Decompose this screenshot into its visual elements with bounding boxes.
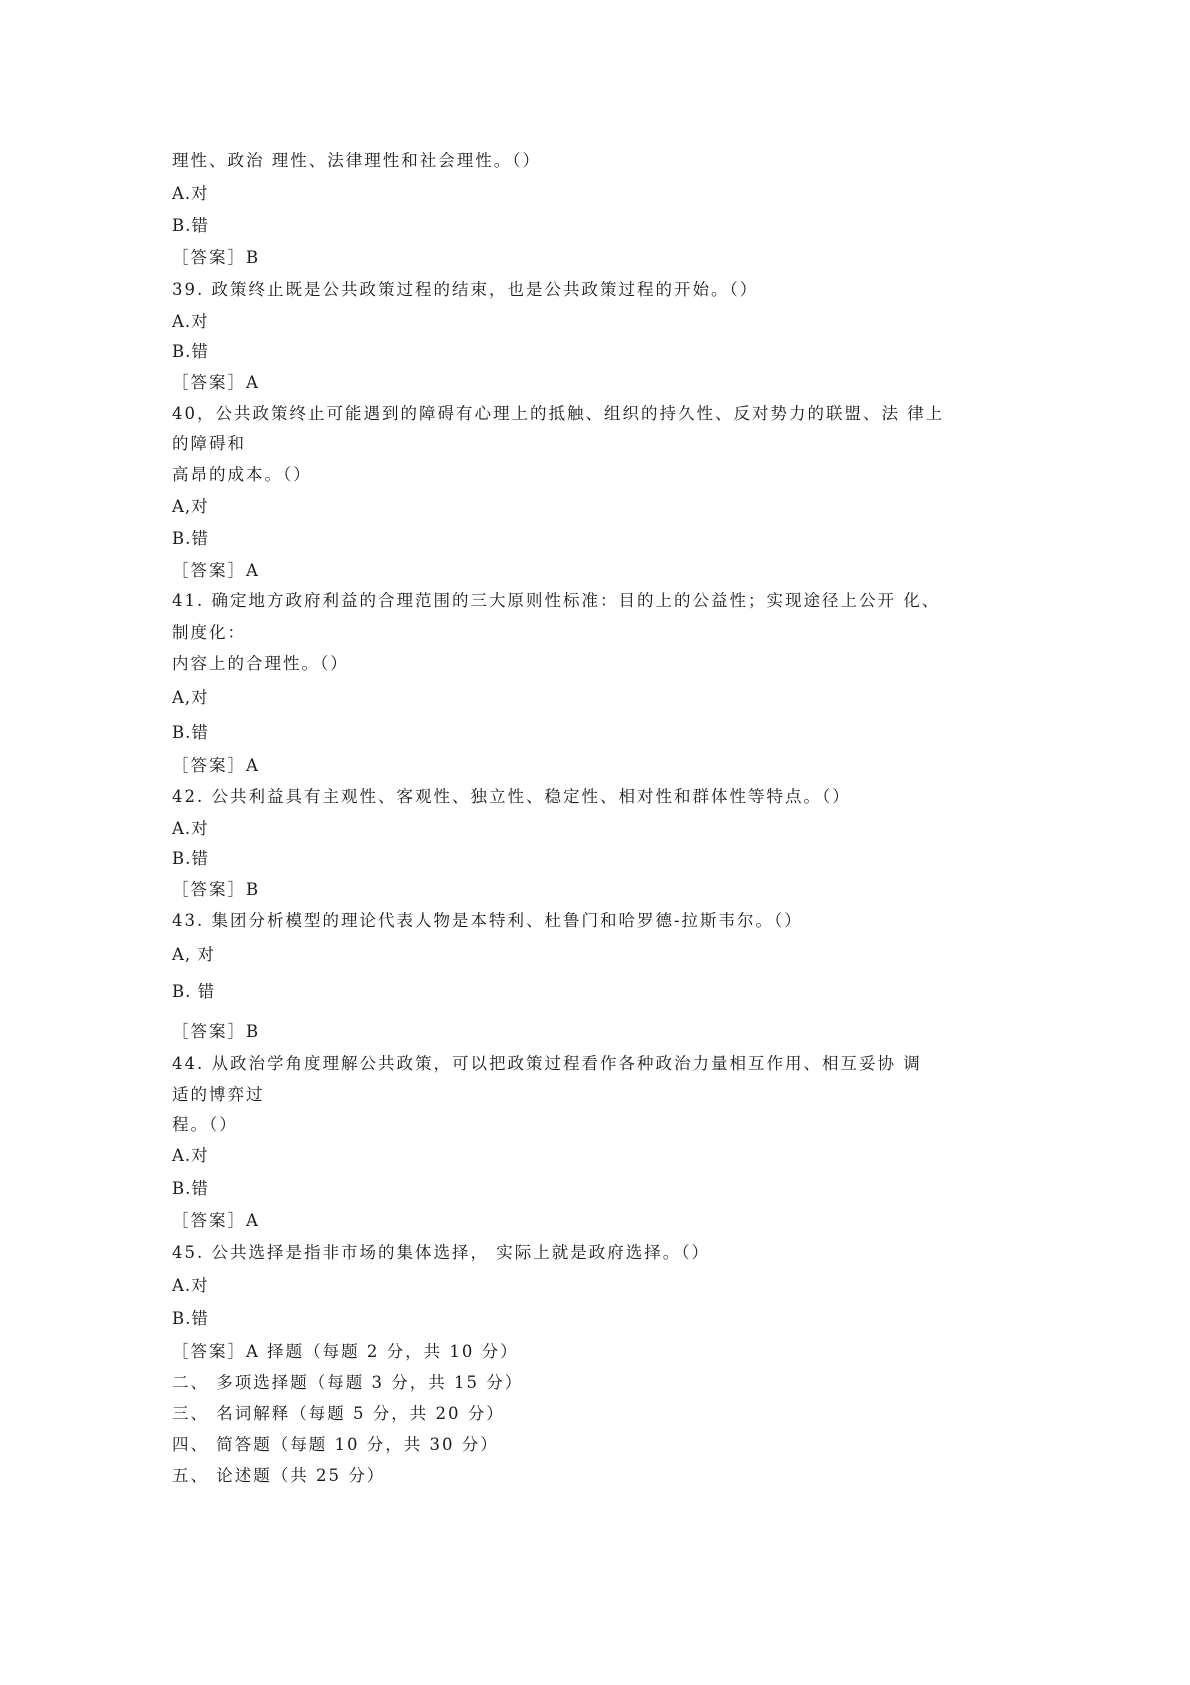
- q39-option-a: A.对: [172, 312, 209, 331]
- q45-answer-and-section-1: ［答案］A 择题（每题 2 分，共 10 分）: [172, 1342, 519, 1361]
- section-term-explanation: 三、 名词解释（每题 5 分，共 20 分）: [172, 1404, 505, 1423]
- q41-text-line-1: 41. 确定地方政府利益的合理范围的三大原则性标准：目的上的公益性；实现途径上公开 化、: [172, 591, 941, 610]
- q42-option-b: B.错: [172, 849, 209, 868]
- q41-option-b: B.错: [172, 723, 209, 742]
- q40-text-line-3: 高昂的成本。（）: [172, 465, 312, 484]
- q45-option-b: B.错: [172, 1309, 209, 1328]
- q40-text-line-2: 的障碍和: [172, 434, 246, 453]
- q44-text-line-2: 适的博弈过: [172, 1085, 265, 1104]
- q40-option-b: B.错: [172, 529, 209, 548]
- q38-option-b: B.错: [172, 216, 209, 235]
- q40-option-a: A,对: [172, 497, 209, 516]
- q44-answer: ［答案］A: [172, 1211, 260, 1230]
- q38-text-tail: 理性、政治 理性、法律理性和社会理性。（）: [172, 151, 541, 170]
- q44-text-line-3: 程。（）: [172, 1115, 238, 1134]
- section-essay: 五、 论述题（共 25 分）: [172, 1466, 386, 1485]
- q41-text-line-2: 制度化：: [172, 623, 246, 642]
- q45-text: 45. 公共选择是指非市场的集体选择， 实际上就是政府选择。（）: [172, 1243, 710, 1262]
- q43-text: 43. 集团分析模型的理论代表人物是本特利、杜鲁门和哈罗德-拉斯韦尔。（）: [172, 911, 803, 930]
- q39-option-b: B.错: [172, 342, 209, 361]
- q44-option-a: A.对: [172, 1146, 209, 1165]
- section-multiple-choice: 二、 多项选择题（每题 3 分，共 15 分）: [172, 1373, 524, 1392]
- q39-answer: ［答案］A: [172, 373, 260, 392]
- q43-answer: ［答案］B: [172, 1022, 261, 1041]
- q40-text-line-1: 40，公共政策终止可能遇到的障碍有心理上的抵触、组织的持久性、反对势力的联盟、法 律上: [172, 404, 945, 423]
- q42-answer: ［答案］B: [172, 880, 261, 899]
- q38-answer: ［答案］B: [172, 248, 261, 267]
- q45-option-a: A.对: [172, 1276, 209, 1295]
- q40-answer: ［答案］A: [172, 561, 260, 580]
- q43-option-a: A, 对: [172, 945, 215, 964]
- q44-option-b: B.错: [172, 1179, 209, 1198]
- q41-text-line-3: 内容上的合理性。（）: [172, 654, 349, 673]
- q39-text: 39. 政策终止既是公共政策过程的结束，也是公共政策过程的开始。（）: [172, 280, 759, 299]
- q42-text: 42. 公共利益具有主观性、客观性、独立性、稳定性、相对性和群体性等特点。（）: [172, 787, 851, 806]
- section-short-answer: 四、 简答题（每题 10 分，共 30 分）: [172, 1435, 499, 1454]
- q41-answer: ［答案］A: [172, 756, 260, 775]
- q43-option-b: B. 错: [172, 982, 216, 1001]
- q41-option-a: A,对: [172, 688, 209, 707]
- q44-text-line-1: 44. 从政治学角度理解公共政策，可以把政策过程看作各种政治力量相互作用、相互妥协 调: [172, 1054, 922, 1073]
- q42-option-a: A.对: [172, 819, 209, 838]
- q38-option-a: A.对: [172, 184, 209, 203]
